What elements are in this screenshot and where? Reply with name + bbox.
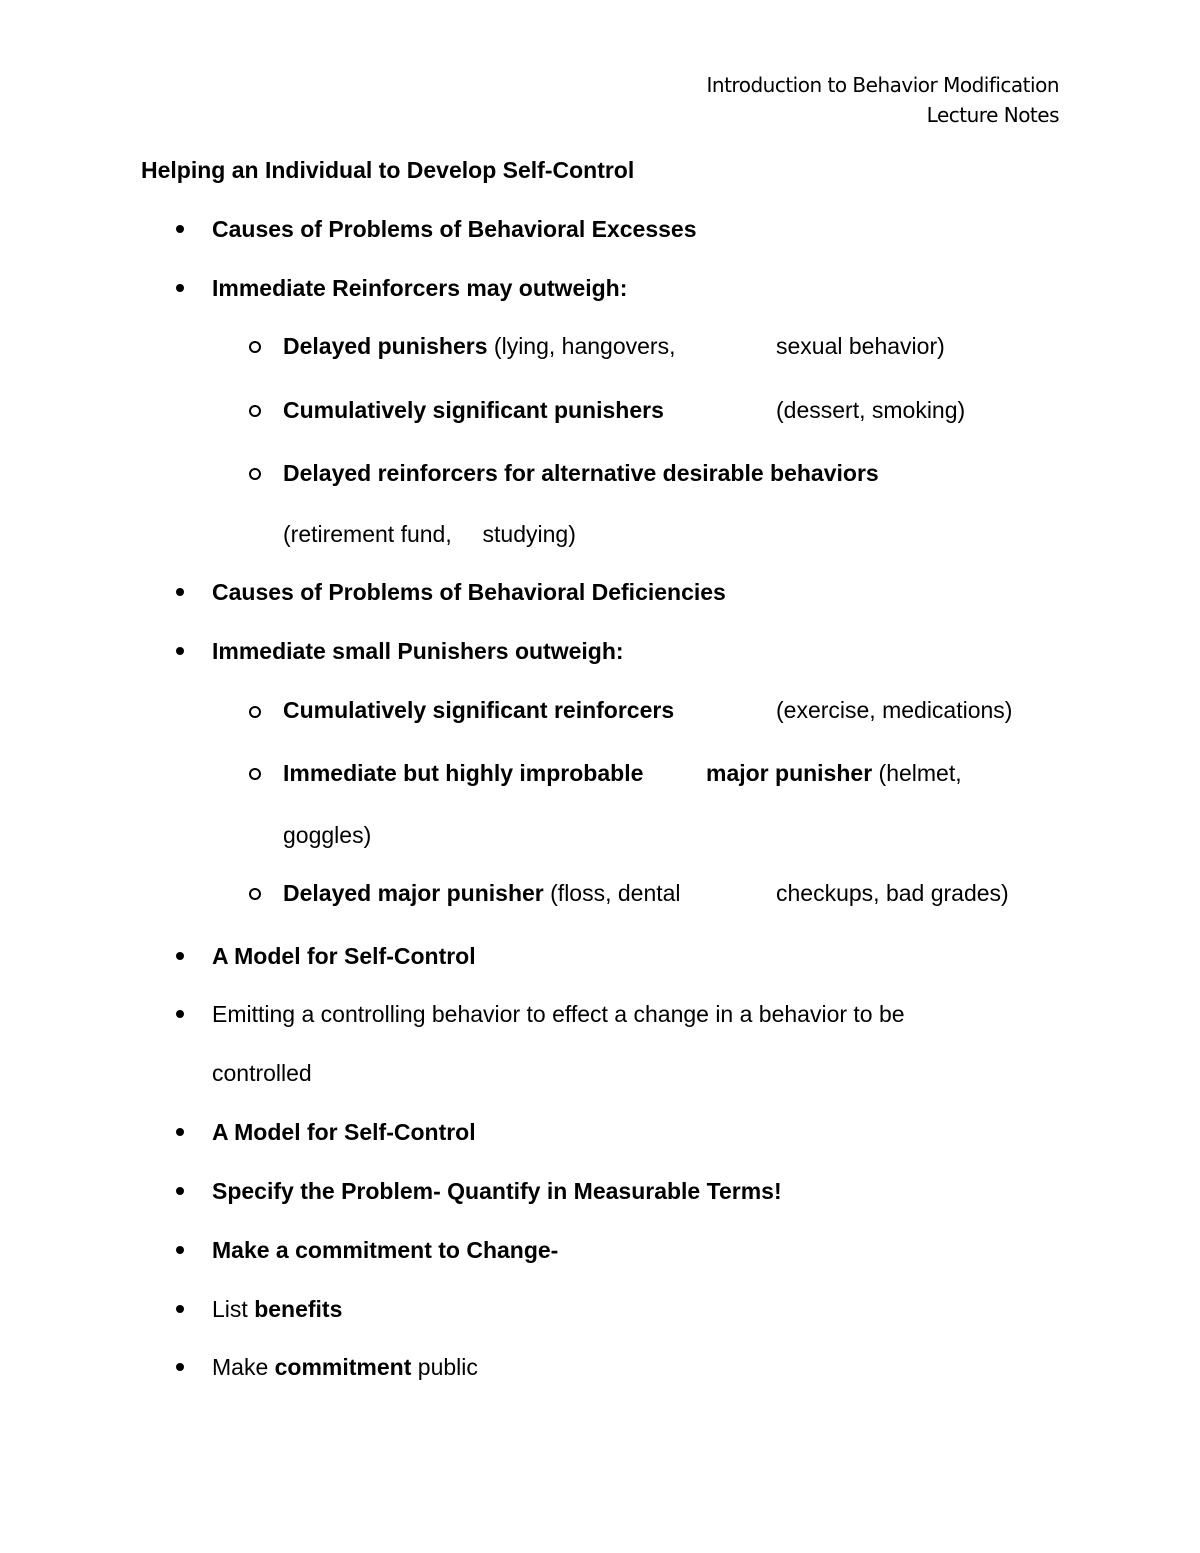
- item-text: Make: [212, 1354, 269, 1380]
- item-text-continued: checkups, bad grades): [776, 880, 1009, 906]
- list-item: Emitting a controlling behavior to effect a change in a behavior to be: [212, 1001, 905, 1027]
- item-text: Causes of Problems of Behavioral Excesses: [212, 216, 697, 242]
- bullet-icon: [176, 225, 184, 233]
- list-item: [212, 636, 624, 666]
- bullet-icon: [176, 1305, 184, 1313]
- item-text: public: [417, 1354, 478, 1380]
- course-title: Introduction to Behavior Modification: [706, 73, 1059, 97]
- sub-list-item: [283, 458, 879, 488]
- item-text: Make a commitment to Change-: [212, 1237, 559, 1263]
- list-item: [212, 941, 476, 971]
- lecture-notes-label: Lecture Notes: [926, 103, 1059, 127]
- sub-list-item: [283, 395, 664, 425]
- item-bold-text: commitment: [274, 1354, 412, 1380]
- sub-list-item-continued: goggles): [283, 822, 372, 848]
- sub-bullet-icon: [249, 341, 261, 353]
- item-bold-text: Delayed punishers: [283, 333, 488, 359]
- page-title: Helping an Individual to Develop Self-Control: [141, 157, 635, 183]
- list-item-continued: controlled: [212, 1060, 312, 1086]
- bullet-icon: [176, 1128, 184, 1136]
- list-item: [212, 1352, 478, 1382]
- list-item: [212, 1117, 476, 1147]
- item-bold-text: Delayed major punisher: [283, 880, 544, 906]
- item-bold-text: Immediate but highly improbable: [283, 760, 644, 786]
- sub-list-item-continued: [283, 519, 576, 549]
- item-text: Immediate small Punishers outweigh:: [212, 638, 624, 664]
- list-item: [212, 1176, 782, 1206]
- bullet-icon: [176, 284, 184, 292]
- list-item: [212, 214, 697, 244]
- item-bold-text: major punisher: [706, 760, 873, 786]
- bullet-icon: [176, 647, 184, 655]
- item-text: List: [212, 1296, 248, 1322]
- document-header: [707, 70, 1059, 130]
- list-item: [212, 577, 726, 607]
- sub-list-item: [283, 695, 674, 725]
- item-text: (helmet,: [878, 760, 962, 786]
- item-text-continued: (exercise, medications): [776, 697, 1013, 723]
- list-item: [212, 1294, 342, 1324]
- bullet-icon: [176, 952, 184, 960]
- bullet-icon: [176, 1363, 184, 1371]
- item-bold-text: Cumulatively significant punishers: [283, 397, 664, 423]
- item-text: (retirement fund,: [283, 521, 452, 547]
- sub-list-item: [283, 331, 675, 361]
- sub-list-item: [283, 758, 643, 788]
- sub-bullet-icon: [249, 468, 261, 480]
- item-bold-text: Delayed reinforcers for alternative desirable behaviors: [283, 460, 879, 486]
- item-text: Causes of Problems of Behavioral Deficiencies: [212, 579, 726, 605]
- item-text: (floss, dental: [550, 880, 681, 906]
- item-text: Specify the Problem- Quantify in Measurable Terms!: [212, 1178, 782, 1204]
- bullet-icon: [176, 588, 184, 596]
- list-item: [212, 1235, 558, 1265]
- sub-bullet-icon: [249, 706, 261, 718]
- item-text: Immediate Reinforcers may outweigh:: [212, 275, 628, 301]
- sub-bullet-icon: [249, 768, 261, 780]
- item-text: A Model for Self-Control: [212, 943, 476, 969]
- sub-list-item: [283, 878, 681, 908]
- bullet-icon: [176, 1187, 184, 1195]
- item-bold-text: Cumulatively significant reinforcers: [283, 697, 675, 723]
- sub-bullet-icon: [249, 888, 261, 900]
- item-text: (lying, hangovers,: [493, 333, 676, 359]
- list-item: [212, 273, 627, 303]
- bullet-icon: [176, 1010, 184, 1018]
- item-text: studying): [482, 521, 576, 547]
- item-text-continued: [706, 758, 962, 788]
- item-text: A Model for Self-Control: [212, 1119, 476, 1145]
- item-bold-text: benefits: [254, 1296, 343, 1322]
- item-text-continued: (dessert, smoking): [776, 397, 966, 423]
- item-text-continued: sexual behavior): [776, 333, 945, 359]
- bullet-icon: [176, 1246, 184, 1254]
- sub-bullet-icon: [249, 405, 261, 417]
